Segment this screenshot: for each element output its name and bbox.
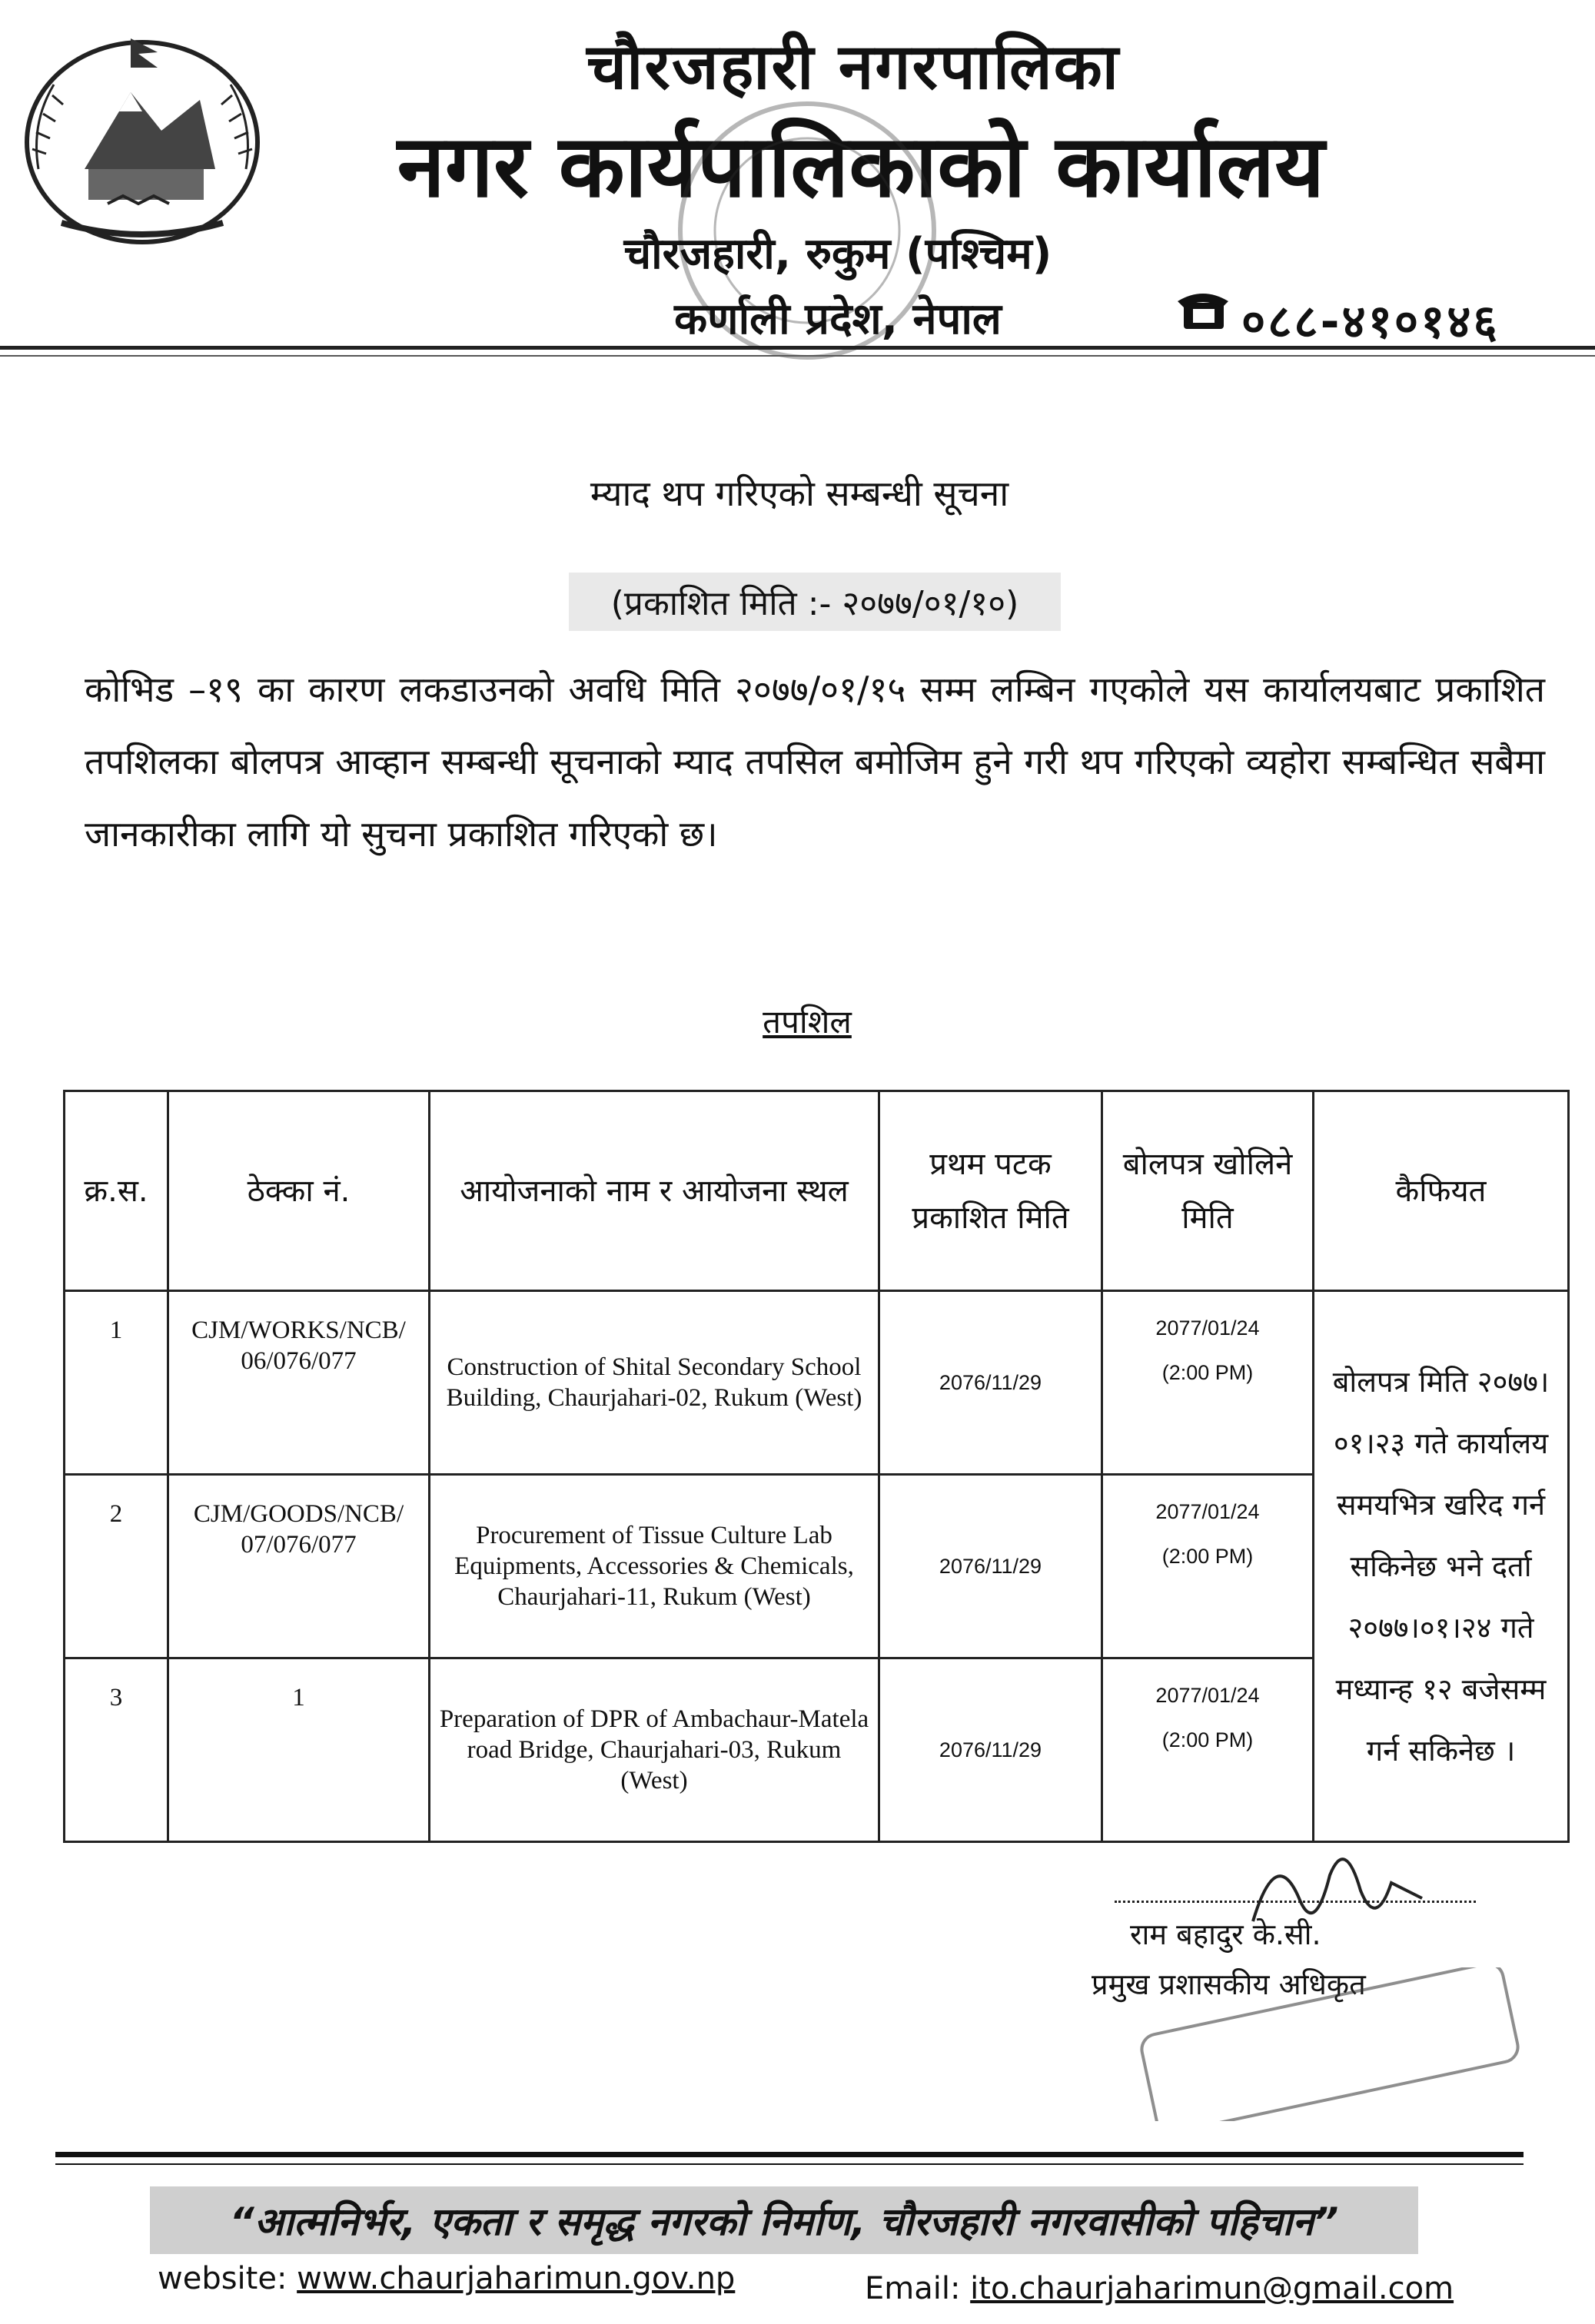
cell-sno: 2 — [65, 1475, 168, 1658]
telephone-icon — [1176, 286, 1230, 332]
notice-title: म्याद थप गरिएको सम्बन्धी सूचना — [590, 473, 1009, 514]
header-remarks: कैफियत — [1314, 1091, 1569, 1291]
cell-sno: 1 — [65, 1291, 168, 1475]
table-row — [65, 1291, 1569, 1475]
opening-date: 2077/01/24 — [1155, 1316, 1260, 1340]
cell-sno: 3 — [65, 1658, 168, 1842]
cell-first-published: 2076/11/29 — [879, 1291, 1102, 1475]
cell-first-published: 2076/11/29 — [879, 1475, 1102, 1658]
email-label: Email: — [865, 2271, 961, 2306]
header-bid-opening: बोलपत्र खोलिने मिति — [1102, 1091, 1314, 1291]
opening-date: 2077/01/24 — [1155, 1684, 1260, 1707]
opening-time: (2:00 PM) — [1161, 1728, 1254, 1751]
cell-first-published: 2076/11/29 — [879, 1658, 1102, 1842]
schedule-heading: तपशिल — [763, 1003, 852, 1041]
published-date: (प्रकाशित मिति :- २०७७/०१/१०) — [569, 573, 1061, 631]
municipality-name: चौरजहारी नगरपालिका — [586, 31, 1120, 104]
address-line1: चौरजहारी, रुकुम (पश्चिम) — [623, 229, 1052, 279]
cell-bid-opening — [1102, 1291, 1314, 1475]
cell-remarks: बोलपत्र मिति २०७७।०१।२३ गते कार्यालय समयभित्र खरिद गर्न सकिनेछ भने दर्ता २०७७।०१।२४ गते मध्यान्ह १२ बजेसम्म गर्न सकिनेछ । — [1314, 1291, 1569, 1842]
signatory-stamp-icon — [1130, 1967, 1530, 2121]
cell-project: Preparation of DPR of Ambachaur-Matela road Bridge, Chaurjahari-03, Rukum (West) — [430, 1658, 879, 1842]
email-link[interactable]: ito.chaurjaharimun@gmail.com — [970, 2271, 1454, 2306]
header-first-published: प्रथम पटक प्रकाशित मिति — [879, 1091, 1102, 1291]
website-label: website: — [158, 2261, 287, 2296]
cell-project: Construction of Shital Secondary School Building, Chaurjahari-02, Rukum (West) — [430, 1291, 879, 1475]
signatory-name: राम बहादुर के.सी. — [1130, 1917, 1321, 1951]
opening-date: 2077/01/24 — [1155, 1500, 1260, 1523]
cell-contract-no: CJM/GOODS/NCB/ 07/076/077 — [168, 1475, 430, 1658]
table-header-row — [65, 1091, 1569, 1291]
opening-time: (2:00 PM) — [1161, 1545, 1254, 1568]
signature-line — [1115, 1901, 1476, 1903]
cell-bid-opening — [1102, 1658, 1314, 1842]
nepal-emblem-icon — [15, 31, 269, 254]
cell-bid-opening — [1102, 1475, 1314, 1658]
website-line — [158, 2261, 735, 2296]
signatory-title: प्रमुख प्रशासकीय अधिकृत — [1092, 1967, 1366, 2001]
footer-divider-thin — [55, 2163, 1524, 2165]
cell-project: Procurement of Tissue Culture Lab Equipments, Accessories & Chemicals, Chaurjahari-11, Rukum (West) — [430, 1475, 879, 1658]
header-divider-thin — [0, 355, 1595, 357]
opening-time: (2:00 PM) — [1161, 1361, 1254, 1384]
phone-number: ०८८-४१०१४६ — [1241, 295, 1500, 349]
header-contract-no: ठेक्का नं. — [168, 1091, 430, 1291]
signature-icon — [1099, 1829, 1530, 1983]
footer-motto: “आत्मनिर्भर, एकता र समृद्ध नगरको निर्माण, चौरजहारी नगरवासीको पहिचान” — [150, 2186, 1418, 2254]
address-line2: कर्णाली प्रदेश, नेपाल — [674, 294, 1002, 344]
notice-body: कोभिड –१९ का कारण लकडाउनको अवधि मिति २०७७/०१/१५ सम्म लम्बिन गएकोले यस कार्यालयबाट प्रकाशित तपशिलका बोलपत्र आव्हान सम्बन्धी सूचनाको म्याद तपसिल बमोजिम हुने गरी थप गरिएको व्यहोरा सम्बन्धित सबैमा जानकारीका लागि यो सुचना प्रकाशित गरिएको छ। — [85, 669, 1545, 855]
office-name: नगर कार्यपालिकाको कार्यालय — [397, 117, 1325, 217]
cell-contract-no: 1 — [168, 1658, 430, 1842]
header-project: आयोजनाको नाम र आयोजना स्थल — [430, 1091, 879, 1291]
email-line — [865, 2271, 1454, 2306]
cell-contract-no: CJM/WORKS/NCB/ 06/076/077 — [168, 1291, 430, 1475]
tender-table — [63, 1090, 1570, 1843]
footer-divider — [55, 2152, 1524, 2157]
website-link[interactable]: www.chaurjaharimun.gov.np — [297, 2261, 736, 2296]
header-sno: क्र.स. — [65, 1091, 168, 1291]
header-divider — [0, 346, 1595, 350]
